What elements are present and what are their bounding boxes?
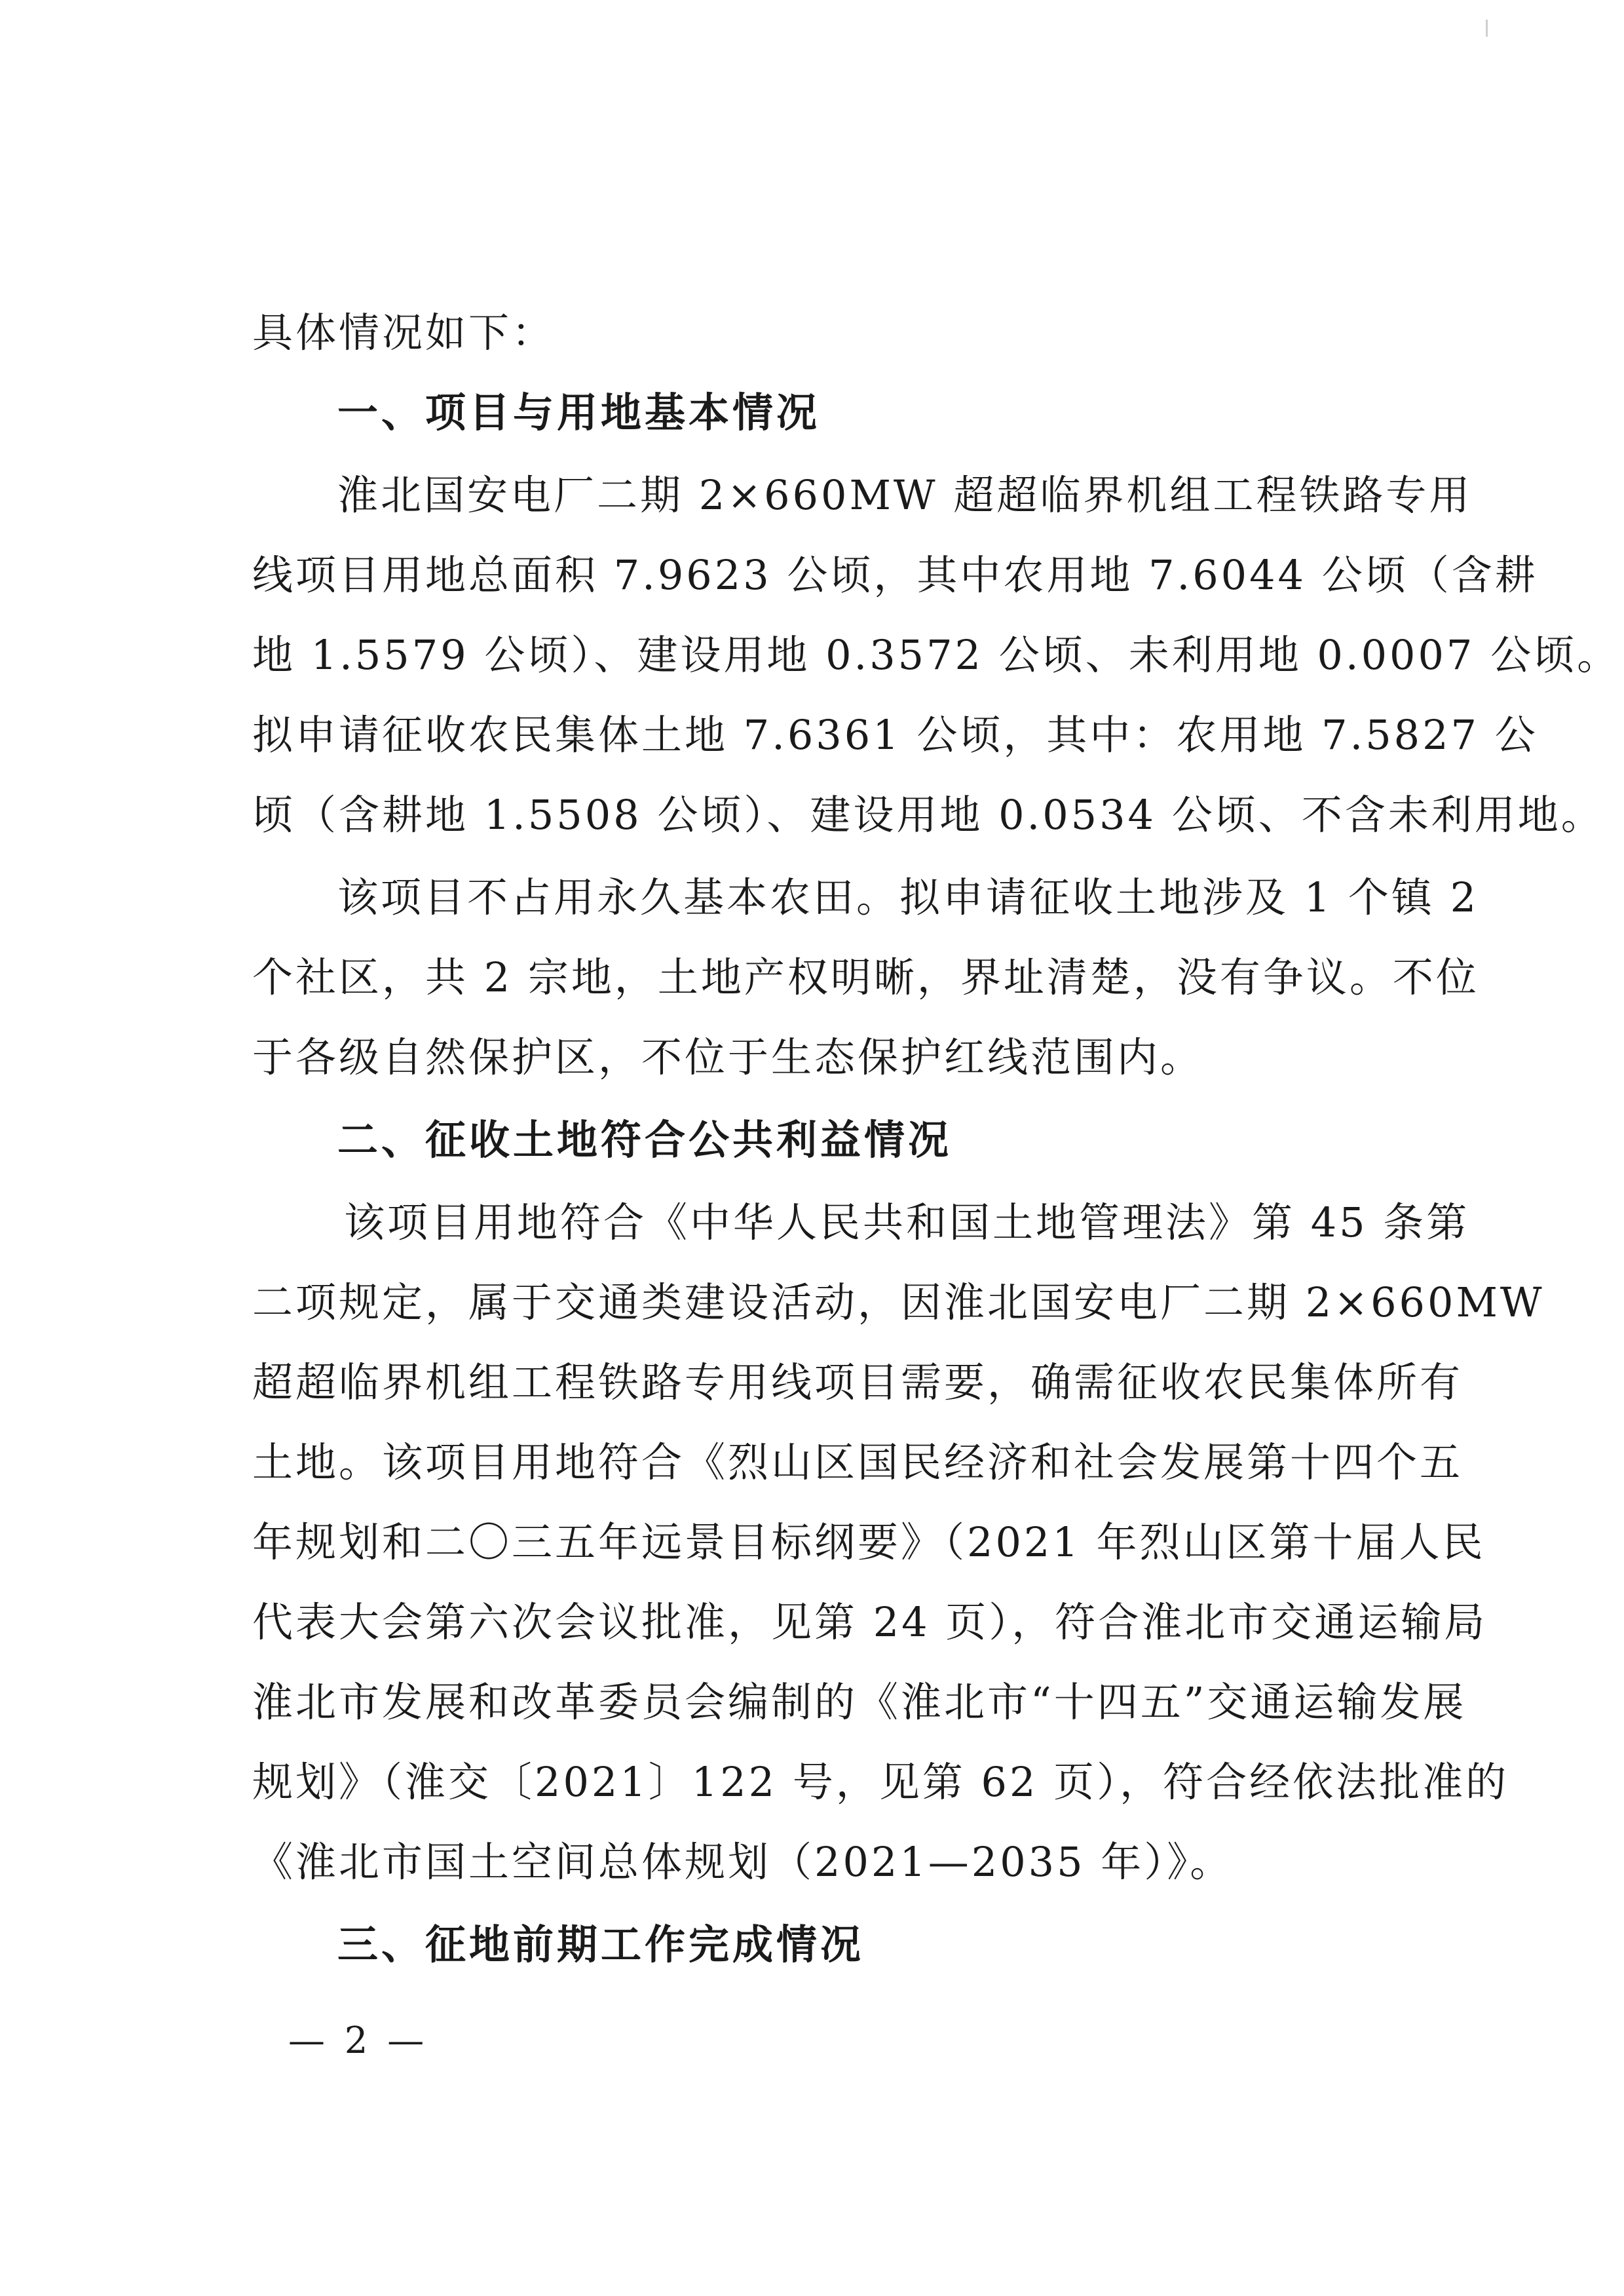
section-heading-2: 二、征收土地符合公共利益情况 (337, 1116, 953, 1164)
paragraph-3-line-7: 淮北市发展和改革委员会编制的《淮北市“十四五”交通运输发展 (252, 1678, 1467, 1726)
paragraph-3-line-6: 代表大会第六次会议批准，见第 24 页），符合淮北市交通运输局 (252, 1598, 1488, 1646)
paragraph-2-line-2: 个社区，共 2 宗地，土地产权明晰，界址清楚，没有争议。不位 (252, 953, 1479, 1001)
paragraph-3-line-3: 超超临界机组工程铁路专用线项目需要，确需征收农民集体所有 (252, 1358, 1463, 1406)
paragraph-3-line-8: 规划》（淮交〔2021〕122 号，见第 62 页），符合经依法批准的 (252, 1758, 1509, 1806)
paragraph-1-line-4: 拟申请征收农民集体土地 7.6361 公顷，其中：农用地 7.5827 公 (252, 711, 1538, 759)
paragraph-3-line-9: 《淮北市国土空间总体规划（2021—2035 年）》。 (252, 1838, 1234, 1886)
paragraph-1-line-2: 线项目用地总面积 7.9623 公顷，其中农用地 7.6044 公顷（含耕 (252, 551, 1538, 599)
paragraph-1-line-1: 淮北国安电厂二期 2×660MW 超超临界机组工程铁路专用 (337, 471, 1473, 519)
section-heading-3: 三、征地前期工作完成情况 (337, 1921, 865, 1968)
paragraph-3-line-1: 该项目用地符合《中华人民共和国土地管理法》第 45 条第 (344, 1198, 1470, 1246)
paragraph-2-line-3: 于各级自然保护区，不位于生态保护红线范围内。 (252, 1033, 1204, 1081)
paragraph-3-line-5: 年规划和二〇三五年远景目标纲要》（2021 年烈山区第十届人民 (252, 1518, 1486, 1566)
paragraph-2-line-1: 该项目不占用永久基本农田。拟申请征收土地涉及 1 个镇 2 (337, 873, 1479, 921)
scan-mark (1486, 20, 1488, 37)
paragraph-1-line-3: 地 1.5579 公顷）、建设用地 0.3572 公顷、未利用地 0.0007 公顷。 (252, 631, 1621, 679)
paragraph-3-line-4: 土地。该项目用地符合《烈山区国民经济和社会发展第十四个五 (252, 1438, 1463, 1486)
section-heading-1: 一、项目与用地基本情况 (337, 389, 821, 436)
paragraph-3-line-2: 二项规定，属于交通类建设活动，因淮北国安电厂二期 2×660MW (252, 1278, 1545, 1326)
paragraph-1-line-5: 顷（含耕地 1.5508 公顷）、建设用地 0.0534 公顷、不含未利用地。 (252, 791, 1604, 839)
page-number: — 2 — (288, 2019, 428, 2062)
intro-line: 具体情况如下： (252, 309, 556, 356)
